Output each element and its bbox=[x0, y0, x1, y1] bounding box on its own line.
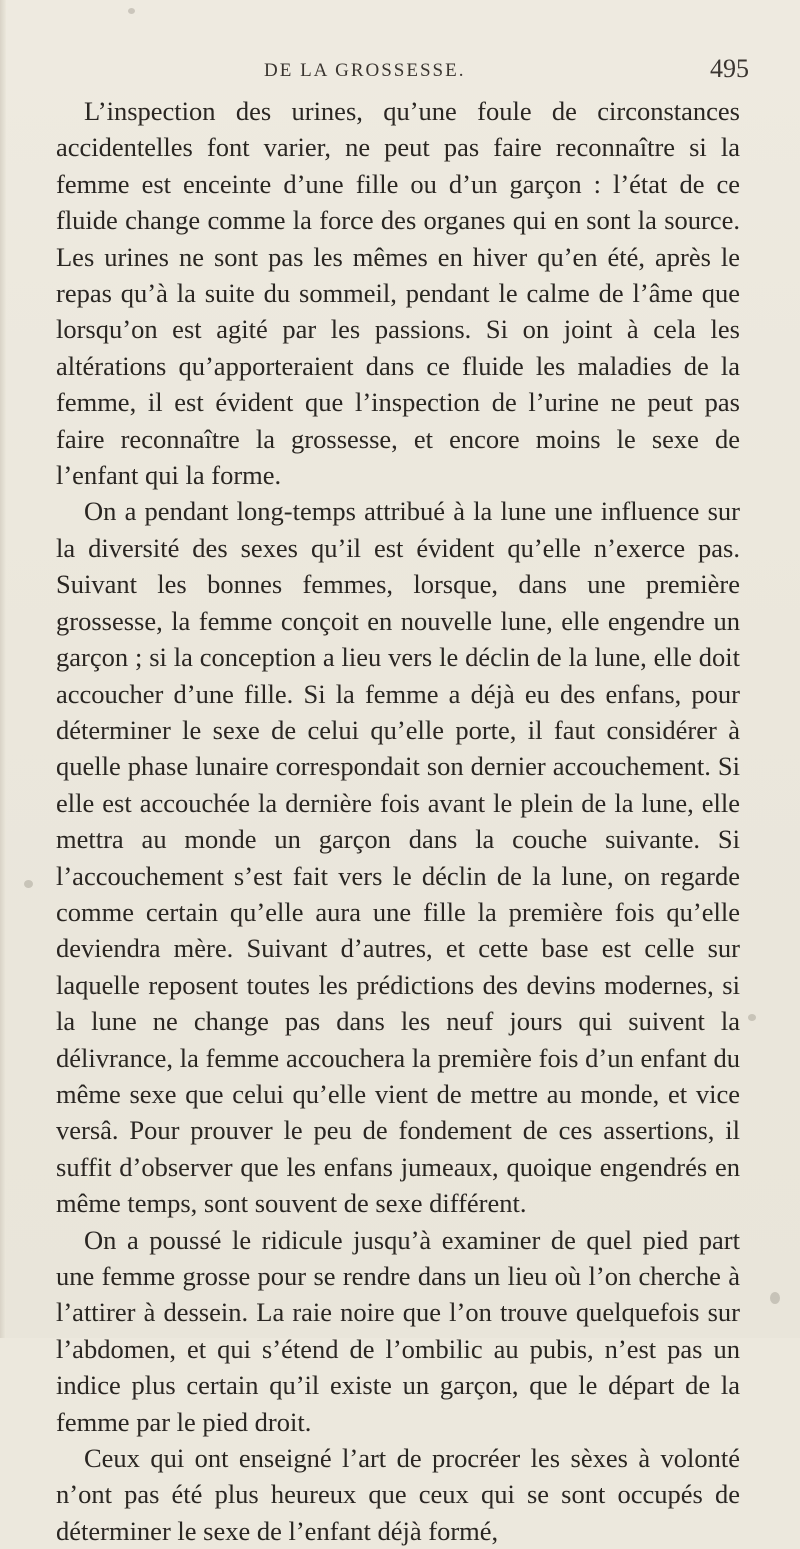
paragraph-urines: L’inspection des urines, qu’une foule de circonstances accidentelles font varier, ne peut pas faire reconnaître si la femme est enceinte d’une fille ou d’un garçon : l’état de ce fluide change comme la force des organes qui en sont la source. Les urines ne sont pas les mêmes en hiver qu’en été, après le repas qu’à la suite du sommeil, pendant le calme de l’âme que lorsqu’on est agité par les passions. Si on joint à cela les altérations qu’apporteraient dans ce fluide les maladies de la femme, il est évident que l’inspection de l’urine ne peut pas faire reconnaître la grossesse, et encore moins le sexe de l’enfant qui la forme. bbox=[56, 96, 740, 491]
running-head: DE LA GROSSESSE. bbox=[264, 60, 466, 81]
page-header bbox=[0, 50, 800, 90]
paragraph-lune: On a pendant long-temps attribué à la lune une influence sur la diversité des sexes qu’il est évident qu’elle n’exerce pas. Suivant les bonnes femmes, lorsque, dans une première grossesse, la femme conçoit en nouvelle lune, elle engendre un garçon ; si la conception a lieu vers le déclin de la lune, elle doit accoucher d’une fille. Si la femme a déjà eu des enfans, pour déterminer le sexe de celui qu’elle porte, il faut considérer à quelle phase lunaire correspondait son dernier accouchement. Si elle est accouchée la dernière fois avant le plein de la lune, elle mettra au monde un garçon dans la couche suivante. Si l’accouchement s’est fait vers le déclin de la lune, on regarde comme certain qu’elle aura une fille la première fois qu’elle deviendra mère. Suivant d’autres, et cette base est celle sur laquelle reposent toutes les prédictions des devins modernes, si la lune ne change pas dans les neuf jours qui suivent la délivrance, la femme accouchera la première fois d’un enfant du même sexe que celui qu’elle vient de mettre au monde, et vice versâ. Pour prouver le peu de fondement de ces assertions, il suffit d’observer que les enfans jumeaux, quoique engendrés en même temps, sont souvent de sexe différent. bbox=[56, 496, 740, 1219]
paper-speck bbox=[748, 1014, 756, 1021]
page-number: 495 bbox=[710, 54, 749, 83]
body-text bbox=[56, 93, 740, 1549]
page-edge bbox=[0, 0, 6, 1338]
paragraph-procreer: Ceux qui ont enseigné l’art de procréer les sèxes à volonté n’ont pas été plus heureux que ceux qui se sont occupés de déterminer le sexe de l’enfant déjà formé, bbox=[56, 1443, 740, 1546]
paragraph-pied: On a poussé le ridicule jusqu’à examiner de quel pied part une femme grosse pour se rendre dans un lieu où l’on cherche à l’attirer à dessein. La raie noire que l’on trouve quelquefois sur l’abdomen, et qui s’étend de l’ombilic au pubis, n’est pas un indice plus certain qu’il existe un garçon, que le départ de la femme par le pied droit. bbox=[56, 1224, 740, 1437]
paper-speck bbox=[770, 1292, 780, 1304]
paper-speck bbox=[24, 880, 33, 888]
paper-speck bbox=[128, 8, 135, 14]
